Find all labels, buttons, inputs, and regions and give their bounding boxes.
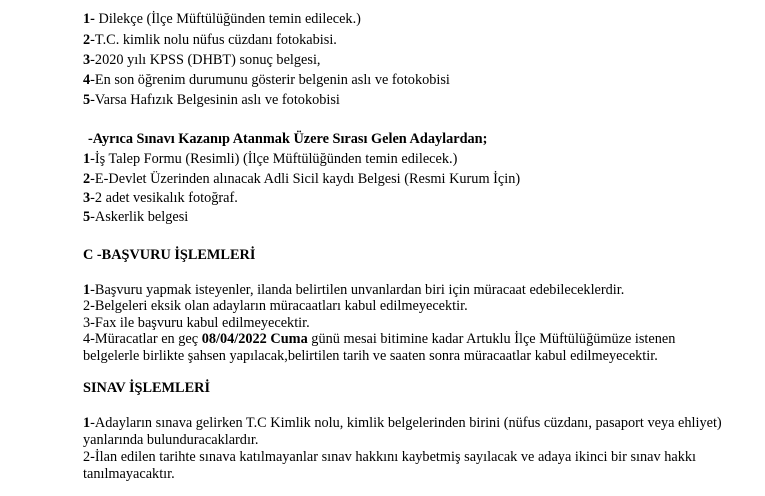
- item-number: 2: [83, 32, 91, 48]
- item-number: 5: [83, 209, 91, 225]
- item-text: -Askerlik belgesi: [90, 209, 189, 225]
- item-number: 1: [83, 415, 91, 431]
- list-item: [83, 71, 450, 89]
- item-text: -En son öğrenim durumunu gösterir belgenin aslı ve fotokobisi: [90, 72, 450, 88]
- item-number: 1: [83, 282, 91, 298]
- item-text: -İş Talep Formu (Resimli) (İlçe Müftülüğünden temin edilecek.): [90, 151, 458, 167]
- list-item: [83, 91, 340, 109]
- list-item: 2-Belgeleri eksik olan adayların müracaatları kabul edilmeyecektir.: [83, 298, 468, 314]
- list-item: [83, 10, 361, 28]
- item-number: 1: [83, 151, 91, 167]
- item-text: -2020 yılı KPSS (DHBT) sonuç belgesi,: [90, 52, 321, 68]
- list-item: [83, 189, 238, 207]
- list-item-continuation: yanlarında bulunduracaklardır.: [83, 432, 259, 448]
- item-number: 4: [83, 72, 91, 88]
- item-number: 3: [83, 52, 91, 68]
- exam-heading: SINAV İŞLEMLERİ: [83, 380, 211, 396]
- item-number: 3: [83, 190, 91, 206]
- item-text: -Başvuru yapmak isteyenler, ilanda belirtilen unvanlardan biri için müracaat edebileceklerdir.: [90, 282, 625, 298]
- item-text: -T.C. kimlik nolu nüfus cüzdanı fotokabisi.: [90, 32, 337, 48]
- item-text: -Varsa Hafızık Belgesinin aslı ve fotokobisi: [90, 92, 340, 108]
- deadline-date: 08/04/2022 Cuma: [201, 331, 308, 347]
- item-text: 4-Müracatlar en geç: [83, 331, 202, 347]
- list-item: [83, 170, 520, 188]
- list-item: 3-Fax ile başvuru kabul edilmeyecektir.: [83, 315, 310, 331]
- list-item: [83, 51, 321, 69]
- list-item-continuation: tanılmayacaktır.: [83, 466, 175, 482]
- list-item: [83, 414, 722, 432]
- application-heading: C -BAŞVURU İŞLEMLERİ: [83, 247, 256, 263]
- item-text: -E-Devlet Üzerinden alınacak Adli Sicil kaydı Belgesi (Resmi Kurum İçin): [90, 171, 521, 187]
- item-number: 1-: [83, 11, 95, 27]
- item-text: Dilekçe (İlçe Müftülüğünden temin edilecek.): [94, 11, 361, 27]
- appointed-heading: -Ayrıca Sınavı Kazanıp Atanmak Üzere Sırası Gelen Adaylardan;: [88, 131, 488, 147]
- item-number: 2: [83, 171, 91, 187]
- list-item: [83, 208, 188, 226]
- list-item-continuation: belgelerle birlikte şahsen yapılacak,belirtilen tarih ve saaten sonra müracaatlar kabul edilmeyecektir.: [83, 348, 658, 364]
- list-item: [83, 31, 337, 49]
- item-number: 5: [83, 92, 91, 108]
- item-text: -2 adet vesikalık fotoğraf.: [90, 190, 238, 206]
- list-item: [83, 330, 675, 348]
- item-text: günü mesai bitimine kadar Artuklu İlçe Müftülüğümüze istenen: [307, 331, 676, 347]
- item-text: -Adayların sınava gelirken T.C Kimlik nolu, kimlik belgelerinden birini (nüfus cüzdanı, pasaport veya ehliyet): [90, 415, 722, 431]
- list-item: 2-İlan edilen tarihte sınava katılmayanlar sınav hakkını kaybetmiş sayılacak ve adaya ikinci bir sınav hakkı: [83, 449, 696, 465]
- list-item: [83, 150, 457, 168]
